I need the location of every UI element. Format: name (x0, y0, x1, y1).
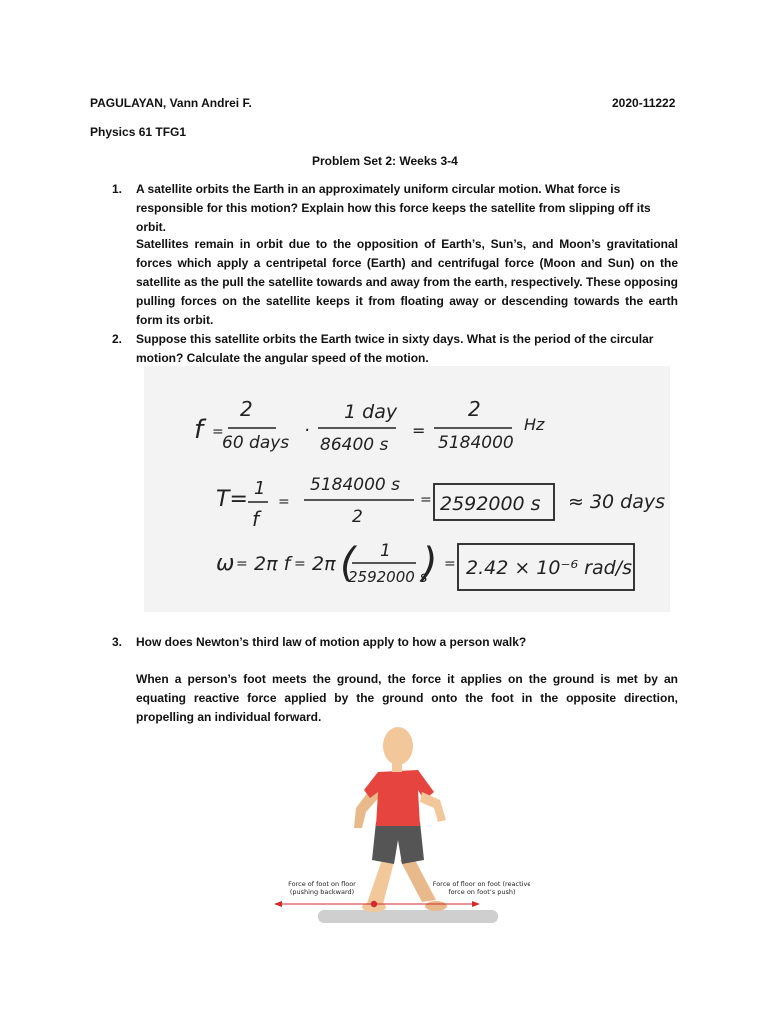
question-number: 2. (112, 332, 123, 346)
question-line: A satellite orbits the Earth in an approximately uniform circular motion. What force is (136, 182, 621, 196)
hw-eq2: = (412, 421, 426, 440)
leg-back (366, 860, 394, 908)
document-title: Problem Set 2: Weeks 3-4 (312, 154, 458, 168)
arrow-head-right-icon (472, 901, 480, 907)
hw-2pif: 2π f (254, 553, 291, 575)
arrow-head-left-icon (274, 901, 282, 907)
hw-eq: = (278, 494, 290, 510)
hw-den2: 2 (352, 507, 363, 527)
hw-num1: 2 (240, 397, 253, 421)
question-line: motion? Calculate the angular speed of the motion. (136, 351, 429, 365)
hw-eq: = (212, 424, 224, 440)
student-id: 2020-11222 (612, 96, 676, 110)
contact-point (371, 901, 377, 907)
question-2-text (136, 330, 678, 368)
hw-unit: Hz (524, 415, 545, 434)
shorts (372, 822, 424, 864)
walking-figure-svg (270, 722, 530, 928)
question-line: responsible for this motion? Explain how this force keeps the satellite from slipping off its orbit. (136, 201, 651, 234)
handwritten-solution (144, 366, 670, 612)
label-right-2: force on foot’s push) (448, 888, 516, 896)
question-number: 3. (112, 635, 123, 649)
hw-paren: ) (422, 540, 438, 586)
hw-boxed: 2.42 × 10⁻⁶ rad/s (466, 557, 632, 579)
hw-num2: 5184000 s (310, 475, 400, 495)
head (383, 727, 413, 765)
hw-eq3: = (444, 556, 456, 572)
handwritten-solution-svg (144, 366, 670, 612)
label-left-1: Force of foot on floor (288, 880, 356, 888)
foot-front (425, 901, 447, 911)
hw-num: 1 (380, 541, 391, 561)
hw-w: ω (216, 551, 235, 576)
hw-2pi: 2π (312, 553, 336, 575)
walking-person-figure (270, 722, 530, 928)
hw-num2: 1 day (344, 401, 398, 423)
hw-boxed: 2592000 s (440, 493, 541, 515)
answer-1-text: Satellites remain in orbit due to the opposition of Earth’s, Sun’s, and Moon’s gravitational forces which apply a centripetal force (Earth) and centrifugal force (Moon and Sun) on the satellite as the pull the satellite towards and away from the earth, respectively. These opposing pulling forces on the satellite keeps it from floating away or descending towards the earth form its orbit. (136, 237, 678, 327)
hw-dot: · (304, 420, 310, 441)
hw-T: T= (216, 487, 248, 512)
leg-front (400, 858, 436, 902)
hw-paren: ( (340, 540, 356, 586)
hw-approx: ≈ 30 days (568, 491, 666, 513)
hw-eq2: = (420, 492, 432, 508)
hw-den3: 5184000 (438, 433, 514, 453)
course-name: Physics 61 TFG1 (90, 125, 187, 139)
hw-eq2: = (294, 556, 306, 572)
floor (318, 910, 498, 923)
hw-num3: 2 (468, 397, 481, 421)
question-line: How does Newton’s third law of motion apply to how a person walk? (136, 635, 527, 649)
hw-num: 1 (254, 478, 266, 499)
label-right-1: Force of floor on foot (reactive (432, 880, 530, 888)
hw-eq: = (236, 556, 248, 572)
student-name: PAGULAYAN, Vann Andrei F. (90, 96, 252, 110)
question-3-text (136, 633, 678, 652)
question-number: 1. (112, 182, 123, 196)
hw-den: f (252, 507, 260, 531)
question-line: Suppose this satellite orbits the Earth twice in sixty days. What is the period of the circular (136, 332, 654, 346)
hw-den1: 60 days (222, 433, 290, 453)
hw-f: f (194, 415, 204, 445)
hw-den: 2592000 s (348, 568, 428, 586)
hw-den2: 86400 s (320, 435, 389, 455)
question-1-text (136, 180, 678, 237)
label-left-2: (pushing backward) (289, 888, 355, 896)
answer-3-text: When a person’s foot meets the ground, the force it applies on the ground is met by an equating reactive force applied by the ground onto the foot in the opposite direction, propelling an individual forward. (136, 672, 678, 724)
arm-front (420, 792, 446, 822)
